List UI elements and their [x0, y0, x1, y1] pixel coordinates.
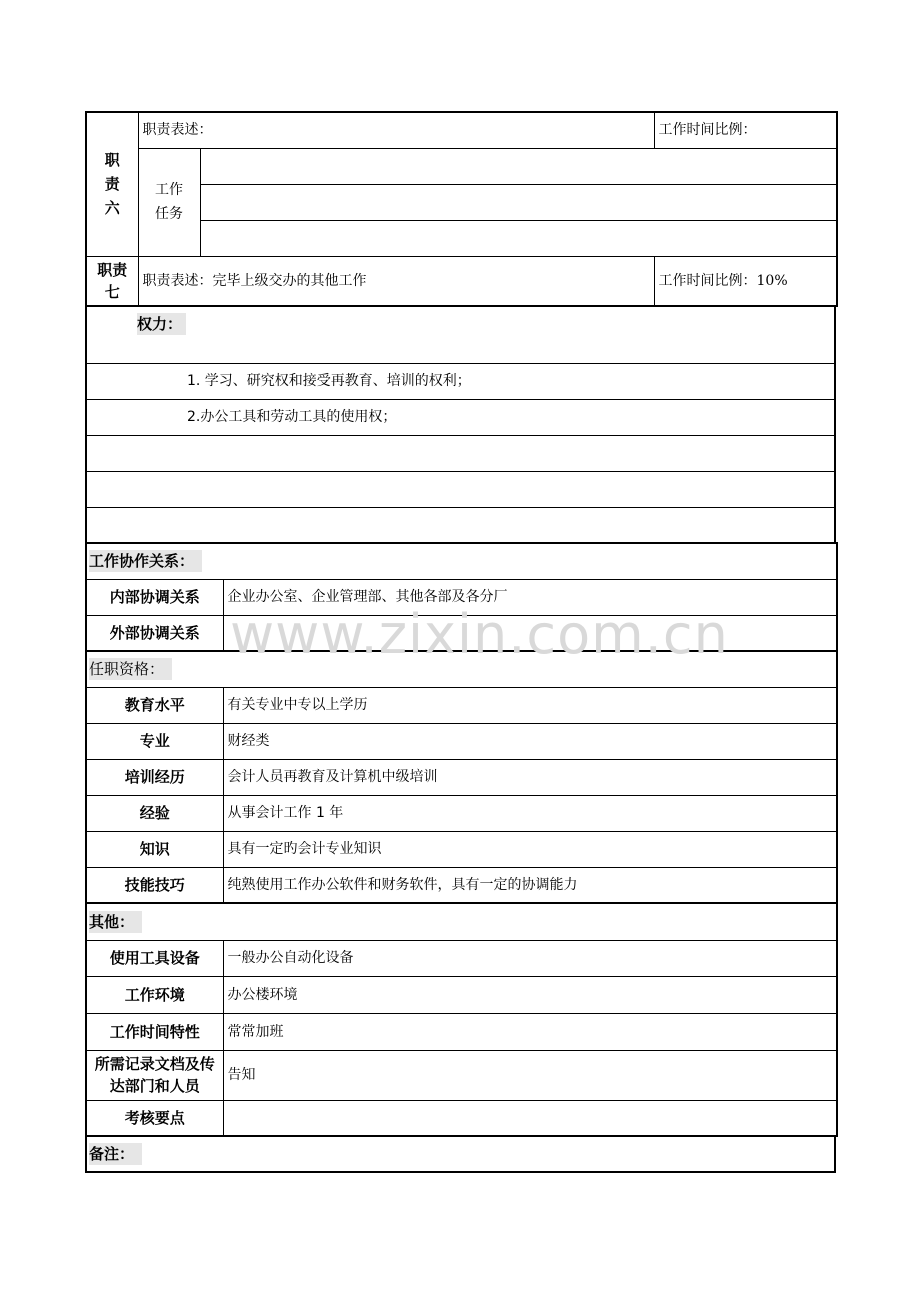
other-worktime-value: 常常加班	[223, 1013, 837, 1050]
qual-row-major	[86, 723, 837, 759]
qual-skills-value: 纯熟使用工作办公软件和财务软件，具有一定的协调能力	[223, 867, 837, 903]
duty7-time: 工作时间比例：10%	[654, 256, 837, 306]
qual-row-skills	[86, 867, 837, 903]
coop-row-internal	[86, 579, 837, 615]
cooperation-title-cell	[86, 543, 837, 579]
authority-title: 权力：	[137, 313, 186, 335]
duty6-task-label: 工作 任务	[138, 148, 200, 256]
other-assessment-label: 考核要点	[86, 1100, 223, 1136]
other-assessment-value	[223, 1100, 837, 1136]
qual-major-value: 财经类	[223, 723, 837, 759]
other-row-environment	[86, 976, 837, 1013]
other-row-tools	[86, 940, 837, 976]
qual-row-education	[86, 687, 837, 723]
other-environment-label: 工作环境	[86, 976, 223, 1013]
other-tools-label: 使用工具设备	[86, 940, 223, 976]
qual-row-knowledge	[86, 831, 837, 867]
duty6-task-cell-3	[200, 220, 837, 256]
duty6-task-cell-2	[200, 184, 837, 220]
duty6-desc: 职责表述：	[138, 112, 654, 148]
coop-external-value	[223, 615, 837, 651]
qual-skills-label: 技能技巧	[86, 867, 223, 903]
qual-education-value: 有关专业中专以上学历	[223, 687, 837, 723]
qualifications-table	[85, 650, 838, 904]
other-title-cell	[86, 903, 837, 940]
other-tools-value: 一般办公自动化设备	[223, 940, 837, 976]
duty7-row	[86, 256, 837, 306]
qualifications-title-cell	[86, 651, 837, 687]
remarks-title-cell	[86, 1136, 835, 1172]
authority-empty-1	[86, 435, 835, 471]
coop-internal-value: 企业办公室、企业管理部、其他各部及各分厂	[223, 579, 837, 615]
qual-major-label: 专业	[86, 723, 223, 759]
remarks-title: 备注：	[89, 1143, 142, 1165]
qual-knowledge-value: 具有一定旳会计专业知识	[223, 831, 837, 867]
job-description-document	[85, 111, 836, 1173]
qualifications-title: 任职资格：	[89, 658, 172, 680]
duty6-time: 工作时间比例：	[654, 112, 837, 148]
coop-row-external	[86, 615, 837, 651]
other-table	[85, 902, 838, 1137]
authority-empty-3	[86, 507, 835, 543]
authority-empty-2	[86, 471, 835, 507]
authority-item-2: 2.办公工具和劳动工具的使用权；	[86, 399, 835, 435]
qual-training-label: 培训经历	[86, 759, 223, 795]
coop-external-label: 外部协调关系	[86, 615, 223, 651]
qual-experience-label: 经验	[86, 795, 223, 831]
other-row-worktime	[86, 1013, 837, 1050]
duty6-task-cell-1	[200, 148, 837, 184]
duty7-heading: 职责 七	[86, 256, 138, 306]
other-records-value: 告知	[223, 1050, 837, 1100]
other-row-records	[86, 1050, 837, 1100]
coop-internal-label: 内部协调关系	[86, 579, 223, 615]
duty7-desc: 职责表述：完毕上级交办的其他工作	[138, 256, 654, 306]
other-environment-value: 办公楼环境	[223, 976, 837, 1013]
qual-row-experience	[86, 795, 837, 831]
cooperation-table	[85, 542, 838, 652]
duty6-heading: 职 责 六	[86, 112, 138, 256]
other-row-assessment	[86, 1100, 837, 1136]
qual-training-value: 会计人员再教育及计算机中级培训	[223, 759, 837, 795]
watermark: www.zixin.com.cn	[230, 603, 729, 666]
qual-education-label: 教育水平	[86, 687, 223, 723]
authority-table	[85, 305, 836, 544]
cooperation-title: 工作协作关系：	[89, 550, 202, 572]
authority-item-1: 1. 学习、研究权和接受再教育、培训的权利；	[86, 363, 835, 399]
duties-table	[85, 111, 838, 307]
duty6-task-row	[86, 148, 837, 184]
qual-row-training	[86, 759, 837, 795]
duty6-desc-row	[86, 112, 837, 148]
other-records-label: 所需记录文档及传达部门和人员	[86, 1050, 223, 1100]
qual-knowledge-label: 知识	[86, 831, 223, 867]
remarks-table	[85, 1135, 836, 1173]
authority-title-cell	[86, 306, 835, 363]
other-title: 其他：	[89, 911, 142, 933]
other-worktime-label: 工作时间特性	[86, 1013, 223, 1050]
qual-experience-value: 从事会计工作 1 年	[223, 795, 837, 831]
